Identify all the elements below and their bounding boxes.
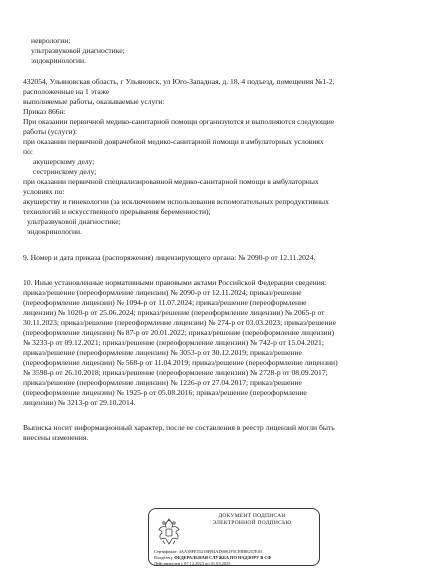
text-line: (переоформление лицензии) № 1925-р от 05.08.2016; приказ/решение (переоформление <box>23 388 307 397</box>
text-line: (переоформление лицензии) № 1094-р от 11.07.2024; приказ/решение (переоформление <box>23 298 307 307</box>
electronic-signature-stamp <box>148 508 320 566</box>
address-line: 432054, Ульяновская область, г Ульяновск, ул Юго-Западная, д. 18, 4 подъезд, помещения №1-2, <box>23 77 335 86</box>
text-line: (переоформление лицензии) № 568-р от 11.04.2019; приказ/решение (переоформление лицензии) <box>23 358 338 367</box>
text-line: по: <box>23 147 33 156</box>
text-line: № 3598-р от 26.10.2018; приказ/решение (переоформление лицензии) № 2728-р от 08.09.2017; <box>23 368 328 377</box>
list-item: неврологии; <box>31 36 71 45</box>
text-line: приказ/решение (переоформление лицензии) № 2090-р от 12.11.2024; приказ/решение <box>23 288 302 297</box>
stamp-title: ДОКУМЕНТ ПОДПИСАН ЭЛЕКТРОННОЙ ПОДПИСЬЮ <box>212 513 292 526</box>
stamp-owner: Владелец: ФЕДЕРАЛЬНАЯ СЛУЖБА ПО НАДЗОРУ В СФ <box>154 555 272 560</box>
text-line: работы (услуги): <box>23 127 78 136</box>
text-line: приказ/решение (переоформление лицензии) № 1226-р от 27.04.2017; приказ/решение <box>23 378 302 387</box>
text-line: при оказании первичной доврачебной медико-санитарной помощи в амбулаторных условиях <box>23 137 324 146</box>
text-line: № 3233-р от 09.12.2021; приказ/решение (переоформление лицензии) № 742-р от 15.04.2021; <box>23 338 324 347</box>
text-line: (переоформление лицензии) № 87-р от 20.01.2022; приказ/решение (переоформление лицензии) <box>23 328 335 337</box>
order-number-line: 9. Номер и дата приказа (распоряжения) лицензирующего органа: № 2090-р от 12.11.2024. <box>23 253 316 262</box>
stamp-certificate: Сертификат: 4AA38FE55218FB4AD0061F5CFBB8257E03 <box>154 549 263 554</box>
text-line: при оказании первичной специализированной медико-санитарной помощи в амбулаторных <box>23 177 319 186</box>
list-item: эндокринологии. <box>27 227 83 236</box>
text-line: Приказ 866н: <box>23 107 66 116</box>
text-line: лицензии) № 1020-р от 25.06.2024; приказ/решение (переоформление лицензии) № 2065-р от <box>23 308 325 317</box>
text-line: 10. Иные установленные нормативными правовыми актами Российской Федерации сведения: <box>23 278 327 287</box>
coat-of-arms-icon <box>155 517 183 547</box>
list-item: акушерскому делу; <box>33 157 95 166</box>
text-line: технологий и искусственного прерывания беременности); <box>23 207 211 216</box>
list-item: ультразвуковой диагностике; <box>31 46 125 55</box>
text-line: условиях по: <box>23 187 65 196</box>
text-line: акушерству и гинекологии (за исключением использования вспомогательных репродуктивных <box>23 197 329 206</box>
stamp-validity: Действителен с 07.12.2023 по 01.03.2025 <box>154 561 231 566</box>
text-line: лицензии) № 3213-р от 29.10.2014. <box>23 398 136 407</box>
text-line: приказ/решение (переоформление лицензии) № 3053-р от 30.12.2019; приказ/решение <box>23 348 302 357</box>
list-item: эндокринологии. <box>31 56 87 65</box>
text-line: выполняемые работы, оказываемые услуги: <box>23 97 165 106</box>
text-line: внесены изменения. <box>23 433 89 442</box>
list-item: ультразвуковой диагностике; <box>27 217 121 226</box>
list-item: сестринскому делу; <box>33 167 97 176</box>
address-line: расположенные на 1 этаже <box>23 87 110 96</box>
text-line: 30.11.2023; приказ/решение (переоформление лицензии) № 274-р от 03.03.2023; приказ/решение <box>23 318 336 327</box>
text-line: При оказании первичной медико-санитарной помощи организуются и выполняются следующие <box>23 117 335 126</box>
text-line: Выписка носит информационный характер, после ее составления в реестр лицензий могли быть <box>23 423 335 432</box>
